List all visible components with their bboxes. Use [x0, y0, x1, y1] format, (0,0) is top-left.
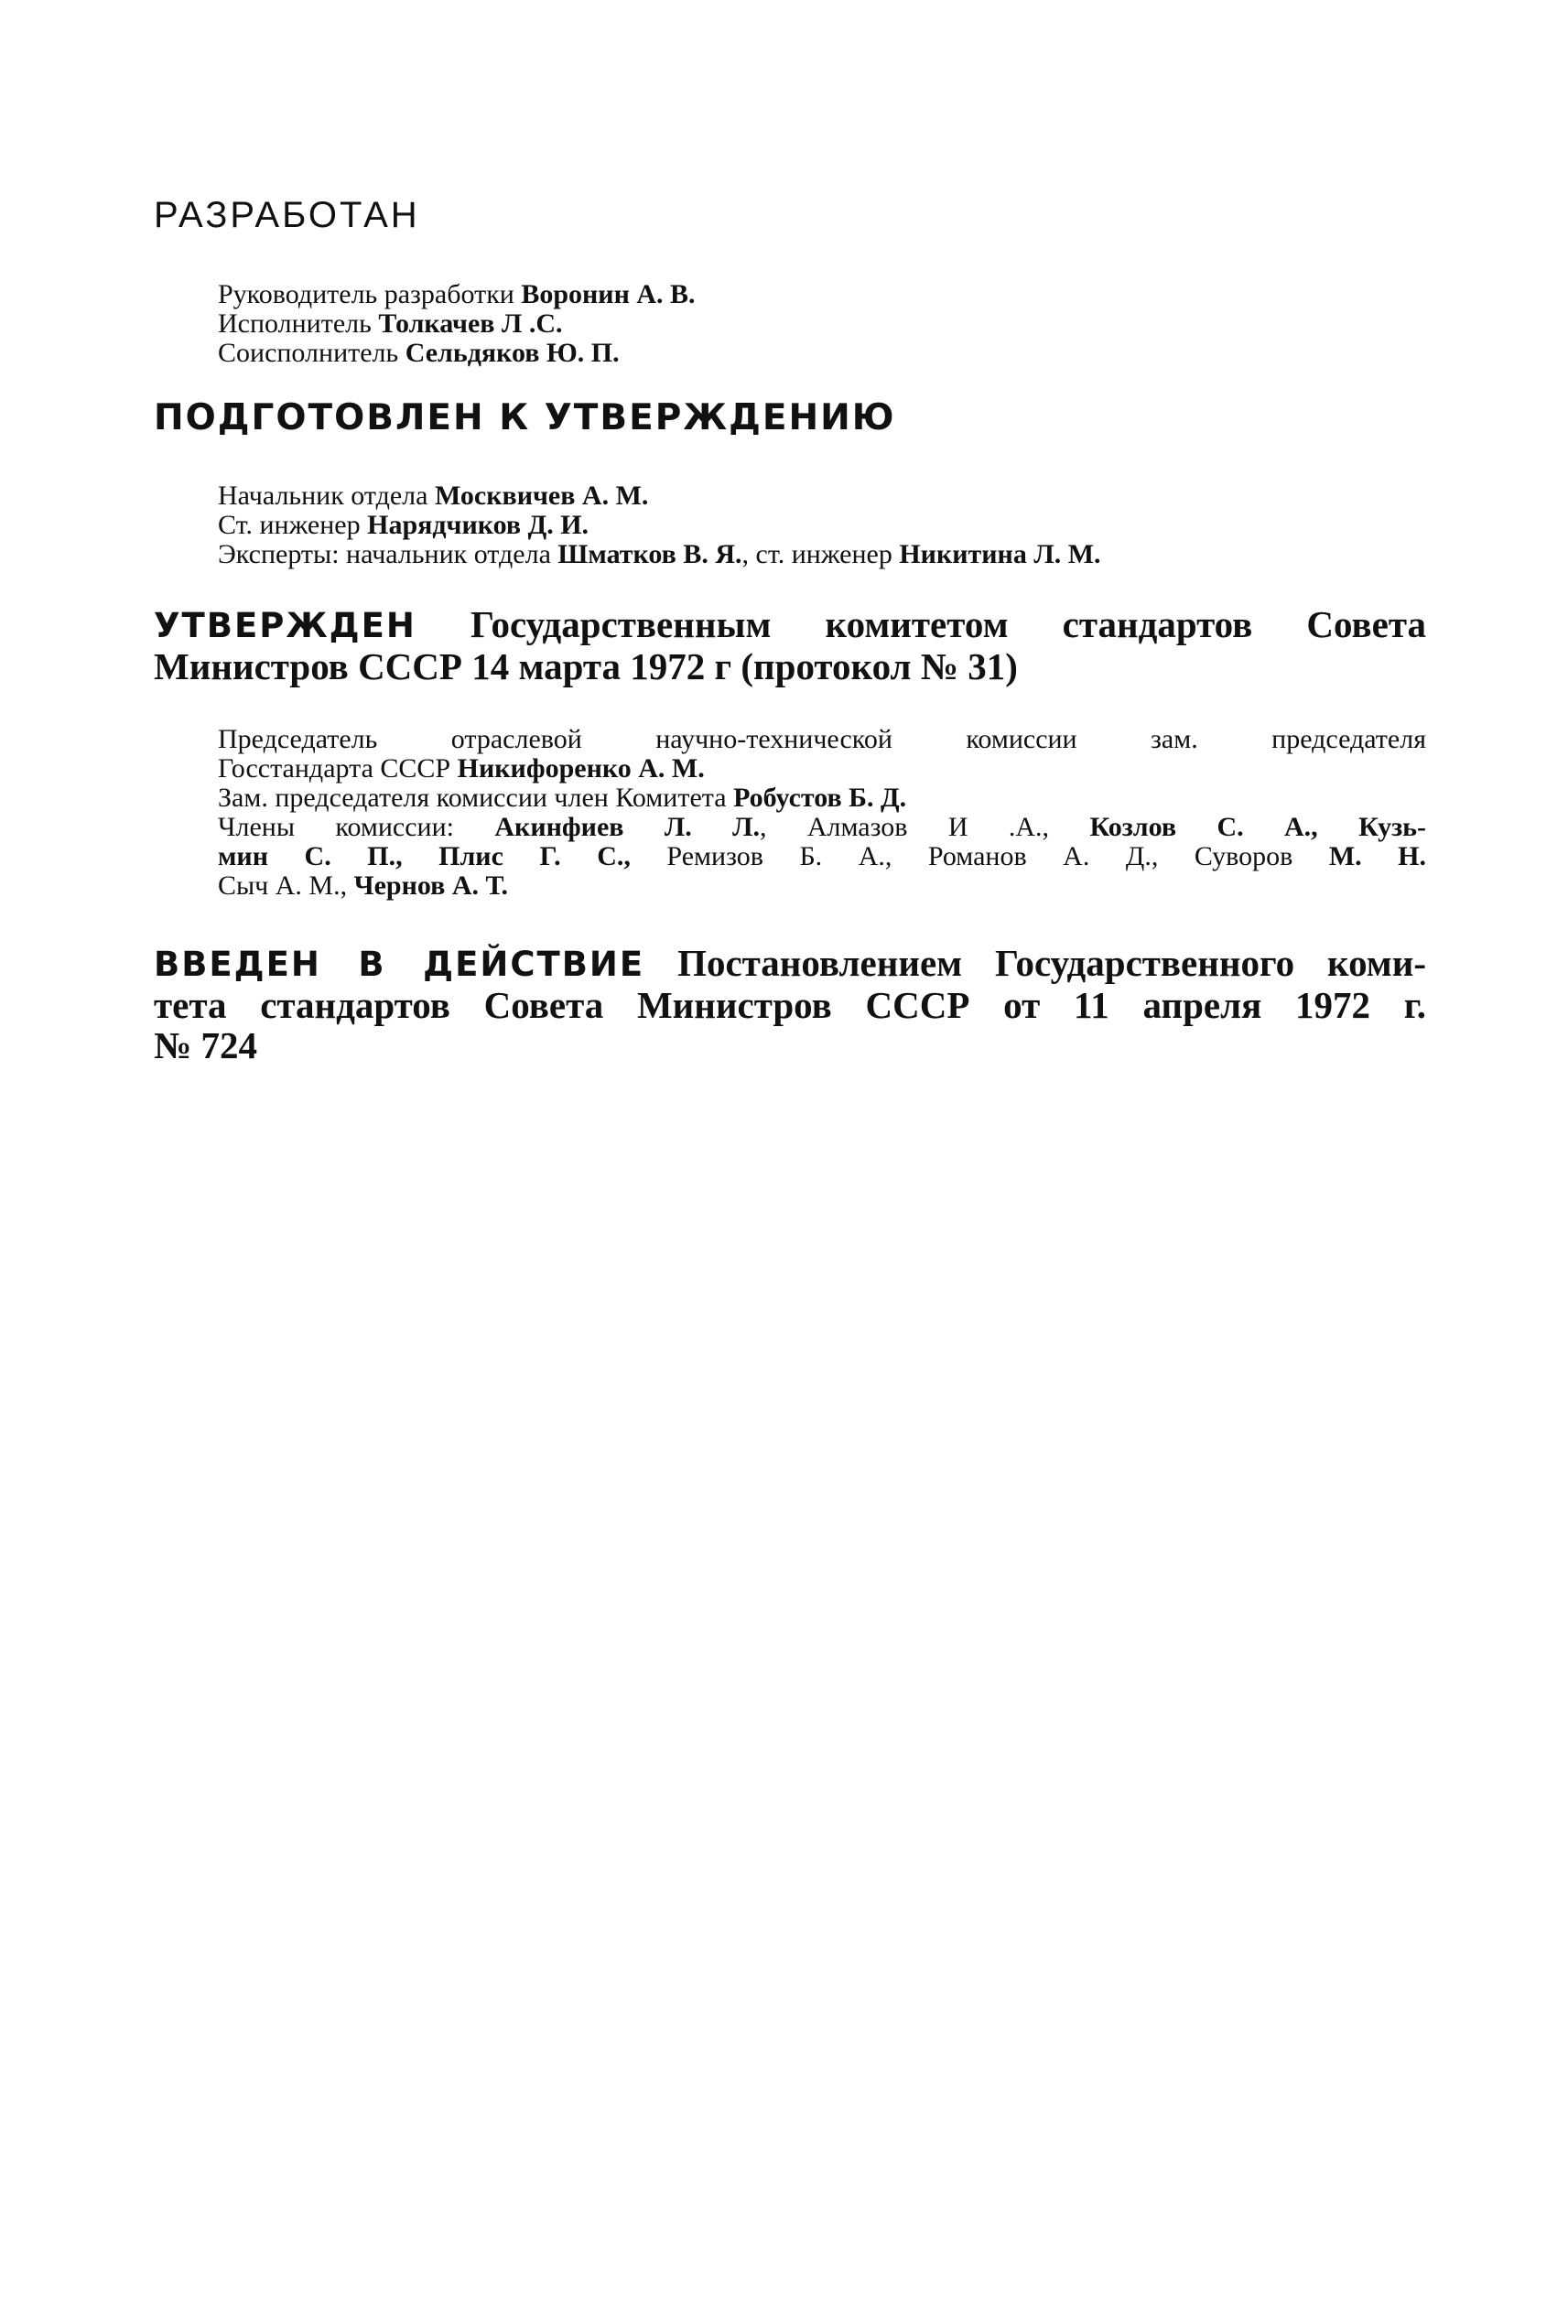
introduced-line-1-rest: Постановлением Государственного коми- [644, 942, 1426, 984]
prepared-list [154, 481, 1426, 569]
members-line-3-c: Чернов А. Т. [353, 870, 509, 901]
members-line-1-a: Акинфиев Л. Л. [494, 812, 760, 842]
introduced-lead: ВВЕДЕН В ДЕЙСТВИЕ [154, 945, 645, 984]
prepared-heading: ПОДГОТОВЛЕН К УТВЕРЖДЕНИЮ [154, 397, 896, 438]
introduced-section [154, 943, 1426, 1065]
prepared-engineer-name: Нарядчиков Д. И. [367, 510, 589, 540]
approved-line-2: Министров СССР 14 марта 1972 г (протокол № 31) [154, 645, 1018, 687]
members-line-2 [218, 842, 1426, 871]
chair-line-1: Председатель отраслевой научно-технической комиссии зам. председателя [218, 724, 1426, 754]
developer-executor-label: Исполнитель [218, 308, 379, 339]
introduced-line-2: тета стандартов Совета Министров СССР от 11 апреля 1972 г. [154, 984, 1426, 1026]
developer-executor-line [218, 309, 1426, 339]
members-line-3-a: Сыч А. М. [218, 870, 341, 901]
approved-section [154, 604, 1426, 901]
expert-name-2: Никитина Л. М. [899, 539, 1101, 569]
prepared-head-label: Начальник отдела [218, 481, 435, 511]
introduced-paragraph [154, 943, 1426, 1065]
developed-heading: РАЗРАБОТАН [154, 195, 420, 235]
members-line-1-b: , Алмазов И .А., [759, 812, 1090, 842]
document-page [154, 192, 1426, 1065]
approved-line-1 [154, 604, 1426, 646]
chair-line-2 [218, 754, 1426, 784]
chair-name: Никифоренко А. М. [457, 753, 705, 784]
prepared-head-name: Москвичев А. М. [434, 481, 649, 511]
prepared-head-line [218, 481, 1426, 511]
developer-coexecutor-line [218, 339, 1426, 368]
prepared-engineer-label: Ст. инженер [218, 510, 368, 540]
approved-paragraph [154, 604, 1426, 686]
experts-mid: , ст. инженер [741, 539, 900, 569]
deputy-name: Робустов Б. Д. [733, 783, 907, 813]
members-label: Члены комиссии: [218, 812, 495, 842]
developer-lead-label: Руководитель разработки [218, 279, 522, 309]
members-line-1 [218, 813, 1426, 842]
members-line-2-c: М. Н. [1328, 841, 1427, 871]
members-line-3 [218, 871, 1426, 901]
members-line-2-b: Ремизов Б. А., Романов А. Д., Суворов [630, 841, 1329, 871]
developer-lead-line [218, 280, 1426, 309]
chair-line-2-label: Госстандарта СССР [218, 753, 458, 784]
deputy-line [218, 784, 1426, 813]
developer-coexecutor-label: Соисполнитель [218, 338, 406, 368]
introduced-line-1 [154, 943, 1426, 985]
members-line-3-b: , [340, 870, 354, 901]
developed-list [154, 280, 1426, 368]
prepared-section [154, 395, 1426, 569]
members-line-1-c: Козлов С. А., Кузь- [1089, 812, 1426, 842]
developer-lead-name: Воронин А. В. [521, 279, 696, 309]
approved-commission [154, 725, 1426, 901]
deputy-label: Зам. председателя комиссии член Комитета [218, 783, 734, 813]
experts-label: Эксперты: начальник отдела [218, 539, 558, 569]
expert-name-1: Шматков В. Я. [557, 539, 742, 569]
members-line-2-a: мин С. П., Плис Г. С., [218, 841, 631, 871]
developer-coexecutor-name: Сельдяков Ю. П. [405, 338, 620, 368]
approved-line-1-rest: Государственным комитетом стандартов Совета [416, 603, 1426, 645]
prepared-experts-line [218, 540, 1426, 569]
developed-section [154, 192, 1426, 368]
introduced-line-3: № 724 [154, 1024, 257, 1066]
approved-lead: УТВЕРЖДЕН [154, 606, 416, 645]
developer-executor-name: Толкачев Л .С. [378, 308, 563, 339]
prepared-engineer-line [218, 511, 1426, 540]
